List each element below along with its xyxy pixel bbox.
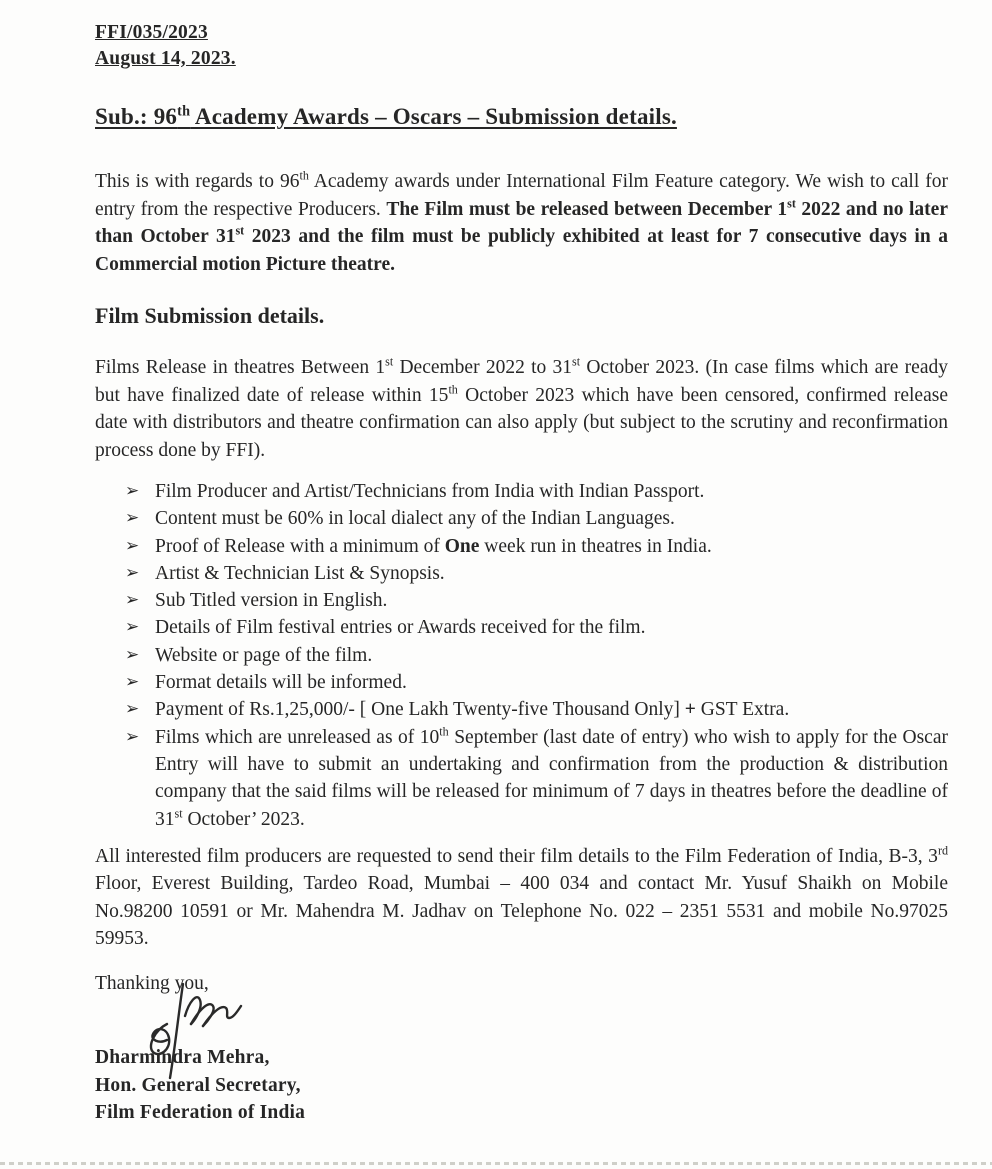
release-window-paragraph: Films Release in theatres Between 1st December 2022 to 31st October 2023. (In case films which are ready but have finalized date of release within 15th October 2023 which have been censored, confirmed release date with distributors and theatre confirmation can also apply (but subject to the scrutiny and reconfirmation process done by FFI). [95,354,948,461]
arrow-bullet-icon: ➢ [125,562,140,583]
list-item-text: Website or page of the film. [155,644,373,666]
arrow-bullet-icon: ➢ [125,481,140,501]
list-item-text: Details of Film festival entries or Awards received for the film. [155,617,646,639]
intro-paragraph: This is with regards to 96th Academy awards under International Film Feature category. We wish to call for entry from the respective Producers. The Film must be released between December 1st 2022 and no later than October 31st 2023 and the film must be publicly exhibited at least for 7 consecutive days in a Commercial motion Picture theatre. [95,168,948,275]
requirements-list [95,478,948,833]
letter-header [95,20,948,72]
arrow-bullet-icon: ➢ [125,535,140,556]
list-item-text: Proof of Release with a minimum of One week run in theatres in India. [155,535,712,557]
list-item [95,560,948,587]
arrow-bullet-icon: ➢ [125,508,140,529]
list-item [95,505,948,532]
list-item [95,642,948,669]
list-item [95,724,948,833]
signatory-org: Film Federation of India [95,1102,306,1124]
list-item [95,533,948,560]
arrow-bullet-icon: ➢ [125,590,140,611]
list-item [95,587,948,614]
list-item-text: Sub Titled version in English. [155,590,388,612]
list-item-text: Content must be 60% in local dialect any of the Indian Languages. [155,508,675,530]
list-item-text: Payment of Rs.1,25,000/- [ One Lakh Twenty-five Thousand Only] + GST Extra. [155,699,790,721]
arrow-bullet-icon: ➢ [125,617,140,638]
arrow-bullet-icon: ➢ [125,726,140,747]
list-item-text: Films which are unreleased as of 10th September (last date of entry) who wish to apply for the Oscar Entry will have to submit an undertaking and confirmation from the production & distribution company that the said films will be released for minimum of 7 days in theatres before the deadline of 31st October’ 2023. [155,724,948,830]
section-heading: Film Submission details. [95,303,325,328]
scan-artifact-line [0,1162,992,1165]
closing-phrase: Thanking you, [95,972,209,994]
signatory-title: Hon. General Secretary, [95,1074,301,1096]
arrow-bullet-icon: ➢ [125,699,140,720]
list-item [95,696,948,723]
list-item [95,478,948,505]
arrow-bullet-icon: ➢ [125,672,140,693]
letter-date: August 14, 2023. [95,48,236,69]
reference-number: FFI/035/2023 [95,22,208,43]
contact-paragraph: All interested film producers are requested to send their film details to the Film Federation of India, B-3, 3rd Floor, Everest Building, Tardeo Road, Mumbai – 400 034 and contact Mr. Yusuf Shaikh on Mobile No.98200 10591 or Mr. Mahendra M. Jadhav on Telephone No. 022 – 2351 5531 and mobile No.97025 59953. [95,843,948,950]
signatory-name: Dharmindra Mehra, [95,1047,270,1069]
list-item-text: Artist & Technician List & Synopsis. [155,562,445,584]
closing-block [95,970,948,1127]
list-item [95,614,948,641]
subject-line: Sub.: 96th Academy Awards – Oscars – Submission details. [95,103,677,129]
list-item-text: Film Producer and Artist/Technicians from India with Indian Passport. [155,481,705,502]
list-item [95,669,948,696]
arrow-bullet-icon: ➢ [125,644,140,665]
signatory-block [95,1044,948,1127]
list-item-text: Format details will be informed. [155,672,407,694]
